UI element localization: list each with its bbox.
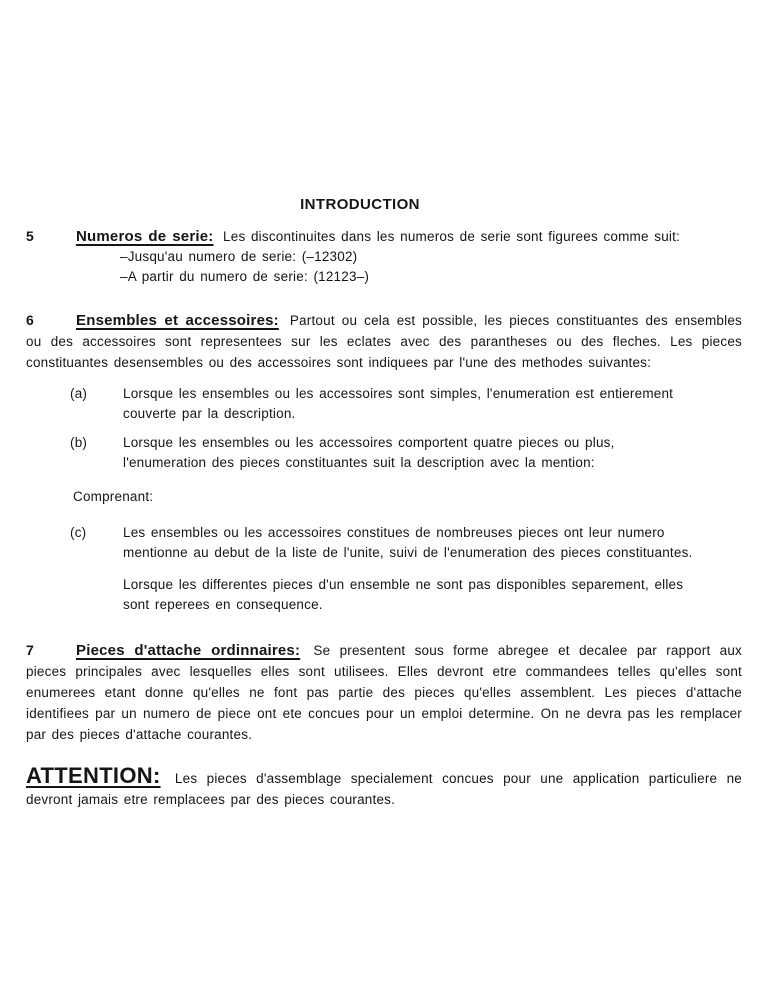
section-numeros-de-serie [26, 226, 742, 287]
section-pieces-d-attache [26, 640, 742, 745]
section-first-line [26, 226, 742, 247]
attention-text: Les pieces d'assemblage specialement concues pour une application particuliere ne devront jamais etre remplacees par des pieces courantes. [26, 771, 742, 807]
section-heading: Pieces d'attache ordinnaires: [76, 642, 301, 659]
serial-range-line: –Jusqu'au numero de serie: (–12302) [120, 249, 358, 264]
section-paragraph [26, 310, 742, 373]
serial-range-line: –A partir du numero de serie: (12123–) [120, 269, 370, 284]
section-lead-text: Partout ou cela est possible, les pieces constituantes des ensembles ou des accessoires sont representees sur les eclates avec des parantheses ou des fleches. Les pieces constituantes desensembles ou des accessoires sont indiquees par l'une des methodes suivantes: [26, 313, 742, 370]
section-ensembles-et-accessoires [26, 310, 742, 615]
list-item-text: Les ensembles ou les accessoires constitues de nombreuses pieces ont leur numero mentionne au debut de la liste de l'unite, suivi de l'enumeration des pieces constituantes. [123, 525, 693, 560]
comprenant-label: Comprenant: [73, 489, 154, 504]
page-title: INTRODUCTION [300, 196, 420, 213]
list-item-label: (a) [70, 386, 88, 401]
list-item-c [70, 523, 742, 563]
section-heading: Ensembles et accessoires: [76, 312, 279, 329]
section-lead-text: Se presentent sous forme abregee et decalee par rapport aux pieces principales avec lesquelles elles sont utilisees. Elles devront etre commandees telles qu'elles sont enumerees etant donne qu'elles ne font pas partie des pieces qu'elles assemblent. Les pieces d'attache identifiees par un numero de piece ont ete concues pour un emploi determine. On ne devra pas les remplacer par des pieces d'attache courantes. [26, 643, 742, 742]
list-item-label: (c) [70, 525, 87, 540]
item-c-note: Lorsque les differentes pieces d'un ensemble ne sont pas disponibles separement, elles sont reperees en consequence. [123, 577, 684, 612]
section-number: 5 [26, 228, 34, 244]
attention-note [26, 765, 742, 810]
list-item-text: Lorsque les ensembles ou les accessoires comportent quatre pieces ou plus, l'enumeration des pieces constituantes suit la description avec la mention: [123, 435, 615, 470]
section-lead-text: Les discontinuites dans les numeros de serie sont figurees comme suit: [223, 229, 681, 244]
list-item-text: Lorsque les ensembles ou les accessoires sont simples, l'enumeration est entierement couverte par la description. [123, 386, 674, 421]
section-number: 6 [26, 312, 34, 328]
section-number: 7 [26, 642, 34, 658]
section-heading: Numeros de serie: [76, 228, 214, 245]
list-item-a [70, 384, 742, 424]
list-item-b [70, 433, 742, 473]
list-item-label: (b) [70, 435, 88, 450]
section-paragraph [26, 640, 742, 745]
attention-heading: ATTENTION: [26, 763, 161, 788]
